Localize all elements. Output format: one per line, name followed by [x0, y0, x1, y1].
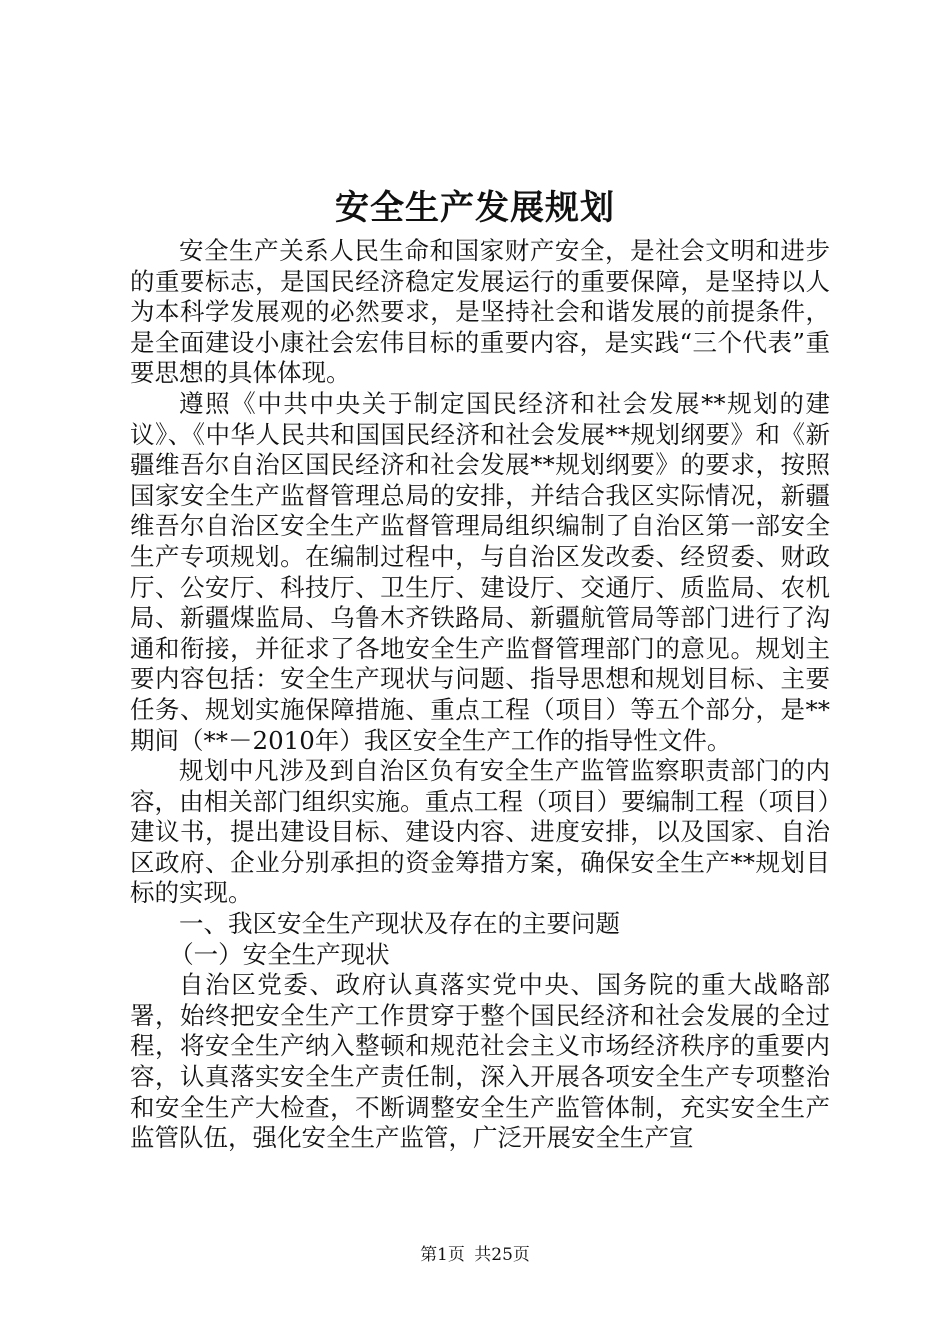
paragraph-background: 遵照《中共中央关于制定国民经济和社会发展**规划的建议》、《中华人民共和国国民经济和社会发展**规划纲要》和《新疆维吾尔自治区国民经济和社会发展**规划纲要》的要求，按照国家安全生产监督管理总局的安排，并结合我区实际情况，新疆维吾尔自治区安全生产监督管理局组织编制了自治区第一部安全生产专项规划。在编制过程中，与自治区发改委、经贸委、财政厅、公安厅、科技厅、卫生厅、建设厅、交通厅、质监局、农机局、新疆煤监局、乌鲁木齐铁路局、新疆航管局等部门进行了沟通和衔接，并征求了各地安全生产监督管理部门的意见。规划主要内容包括：安全生产现状与问题、指导思想和规划目标、主要任务、规划实施保障措施、重点工程（项目）等五个部分，是**期间（**－2010年）我区安全生产工作的指导性文件。 — [130, 388, 830, 755]
page-footer — [0, 1243, 950, 1267]
total-pages: 共25页 — [474, 1245, 530, 1265]
page-number: 第1页 — [420, 1245, 465, 1265]
subsection-heading: （一）安全生产现状 — [169, 939, 390, 969]
section-heading: 一、我区安全生产现状及存在的主要问题 — [179, 909, 620, 939]
page-title: 安全生产发展规划 — [335, 188, 615, 228]
paragraph-intro: 安全生产关系人民生命和国家财产安全，是社会文明和进步的重要标志，是国民经济稳定发展运行的重要保障，是坚持以人为本科学发展观的必然要求，是坚持社会和谐发展的前提条件，是全面建设小康社会宏伟目标的重要内容，是实践“三个代表”重要思想的具体体现。 — [130, 236, 830, 388]
document-body — [130, 236, 830, 1154]
paragraph-current-status: 自治区党委、政府认真落实党中央、国务院的重大战略部署，始终把安全生产工作贯穿于整个国民经济和社会发展的全过程，将安全生产纳入整顿和规范社会主义市场经济秩序的重要内容，认真落实安全生产责任制，深入开展各项安全生产专项整治和安全生产大检查，不断调整安全生产监管体制，充实安全生产监管队伍，强化安全生产监管，广泛开展安全生产宣 — [130, 970, 830, 1153]
paragraph-implementation: 规划中凡涉及到自治区负有安全生产监管监察职责部门的内容，由相关部门组织实施。重点工程（项目）要编制工程（项目）建议书，提出建设目标、建设内容、进度安排，以及国家、自治区政府、企业分别承担的资金筹措方案，确保安全生产**规划目标的实现。 — [130, 756, 830, 908]
